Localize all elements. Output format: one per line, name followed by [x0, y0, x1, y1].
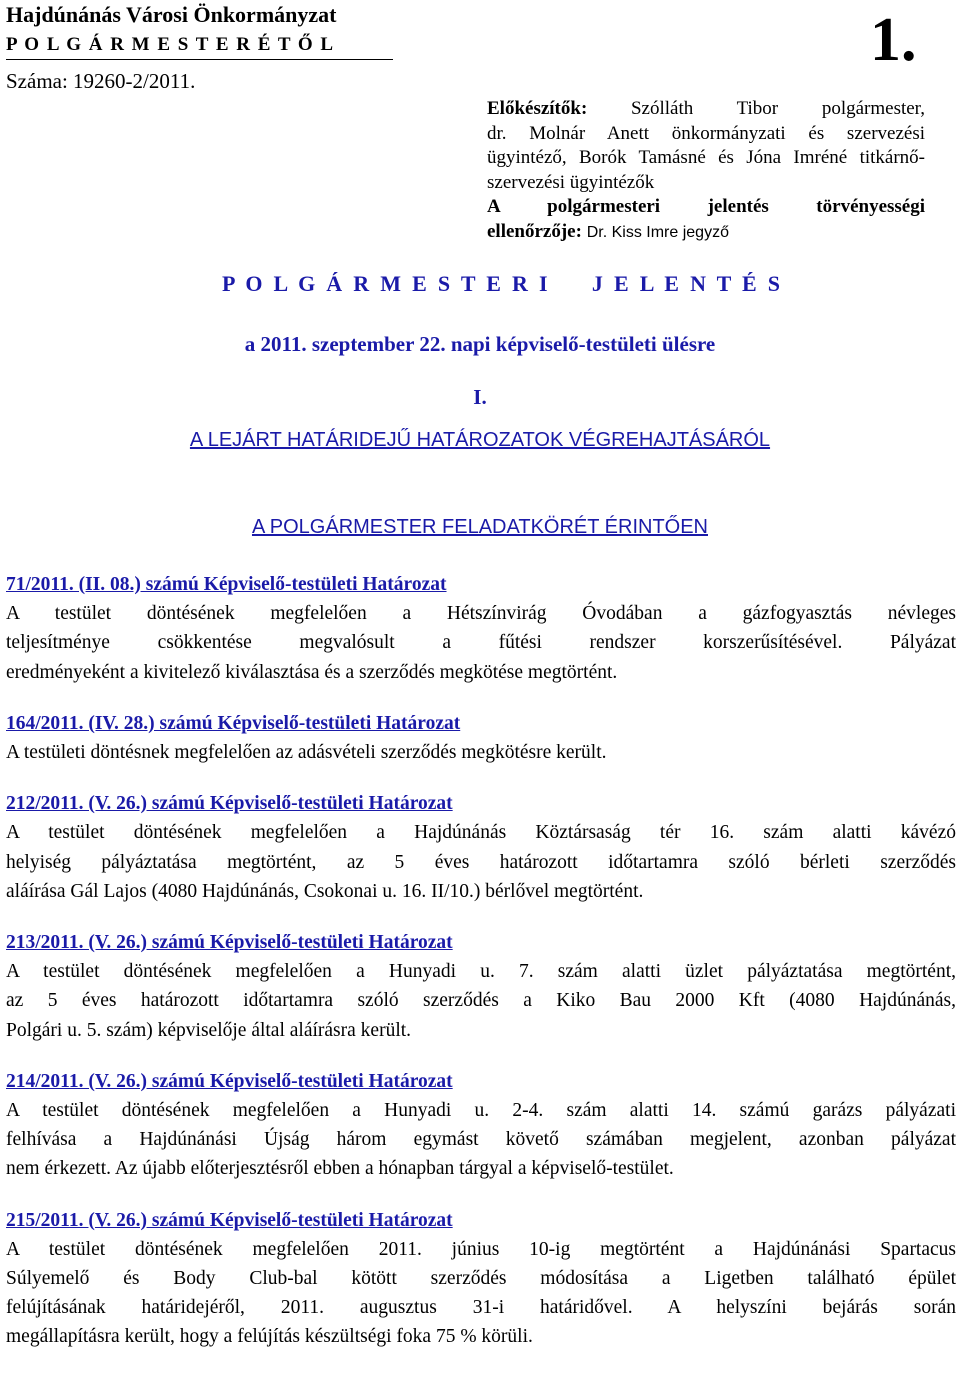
resolution-body: [6, 818, 956, 906]
resolution-line: A testület döntésének megfelelően a Hunyadi u. 2-4. szám alatti 14. számú garázs pályázati: [6, 1100, 956, 1122]
resolution-heading: 215/2011. (V. 26.) számú Képviselő-testületi Határozat: [6, 1209, 453, 1231]
subsection-title: A POLGÁRMESTER FELADATKÖRÉT ÉRINTŐEN: [251, 516, 708, 538]
resolution-entry: [6, 709, 956, 767]
resolution-body: [6, 599, 956, 687]
legality-label-2: ellenőrzője:: [487, 220, 582, 242]
resolution-line: A testület döntésének megfelelően a Hétszínvirág Óvodában a gázfogyasztás névleges: [6, 603, 956, 625]
resolution-body: [6, 1235, 956, 1352]
resolution-entry: [6, 570, 956, 687]
resolution-entry: [6, 1067, 956, 1184]
section-title: A LEJÁRT HATÁRIDEJŰ HATÁROZATOK VÉGREHAJTÁSÁRÓL: [189, 429, 771, 451]
resolution-line: A testület döntésének megfelelően a Hunyadi u. 7. szám alatti üzlet pályáztatása megtörtént,: [6, 961, 956, 983]
legality-value: Dr. Kiss Imre jegyző: [586, 223, 729, 241]
preparers-line-3: ügyintéző, Borók Tamásné és Jóna Imréné titkárnő-: [487, 147, 925, 168]
reference-number: Száma: 19260-2/2011.: [6, 69, 196, 93]
resolution-line: helyiség pályáztatása megtörtént, az 5 éves határozott időtartamra szóló bérleti szerződés: [6, 851, 956, 873]
preparers-label: Előkészítők:: [487, 98, 588, 119]
agenda-number: 1.: [870, 6, 917, 74]
resolution-body: [6, 957, 956, 1045]
resolution-line: felhívása a Hajdúnánási Újság három egymást követő számában megjelent, azonban pályázat: [6, 1129, 956, 1151]
resolution-body: [6, 1096, 956, 1184]
resolution-line: Polgári u. 5. szám) képviselője által aláírásra került.: [6, 1019, 412, 1041]
resolution-heading: 214/2011. (V. 26.) számú Képviselő-testületi Határozat: [6, 1070, 453, 1092]
resolution-entry: [6, 1206, 956, 1352]
resolution-line: A testület döntésének megfelelően 2011. június 10-ig megtörtént a Hajdúnánási Spartacus: [6, 1238, 956, 1260]
resolution-line: eredményeként a kivitelező kiválasztása és a szerződés megkötése megtörtént.: [6, 661, 618, 683]
resolution-entry: [6, 789, 956, 906]
resolution-line: A testület döntésének megfelelően a Hajdúnánás Köztársaság tér 16. szám alatti kávézó: [6, 822, 956, 844]
report-title: P O L G Á R M E S T E R I J E L E N T É S: [222, 271, 783, 296]
preparers-line-4: szervezési ügyintézők: [487, 171, 655, 193]
preparers-block: [487, 97, 925, 245]
legality-label-line: [487, 195, 925, 220]
resolution-heading: 212/2011. (V. 26.) számú Képviselő-testületi Határozat: [6, 793, 453, 815]
resolution-line: A testületi döntésnek megfelelően az adásvételi szerződés megkötésre került.: [6, 742, 607, 764]
resolution-entry: [6, 928, 956, 1045]
preparers-line-1: [487, 97, 925, 122]
preparers-text: Szólláth Tibor polgármester,: [630, 98, 925, 119]
resolution-line: aláírása Gál Lajos (4080 Hajdúnánás, Csokonai u. 16. II/10.) bérlővel megtörtént.: [6, 880, 644, 902]
resolution-heading: 213/2011. (V. 26.) számú Képviselő-testületi Határozat: [6, 932, 453, 954]
resolution-line: teljesítménye csökkentése megvalósult a fűtési rendszer korszerűsítésével. Pályázat: [6, 632, 956, 654]
meeting-line: a 2011. szeptember 22. napi képviselő-testületi ülésre: [244, 332, 716, 356]
resolution-line: nem érkezett. Az újabb előterjesztésről ebben a hónapban tárgyal a képviselő-testület.: [6, 1158, 674, 1180]
resolution-list: [6, 570, 956, 1352]
resolution-line: Súlyemelő és Body Club-bal kötött szerződés módosítása a Ligetben található épület: [6, 1268, 956, 1290]
resolution-heading: 71/2011. (II. 08.) számú Képviselő-testületi Határozat: [6, 574, 447, 595]
legality-label: A polgármesteri jelentés törvényességi: [487, 196, 925, 217]
resolution-body: [6, 738, 956, 767]
organization-name: Hajdúnánás Városi Önkormányzat: [6, 2, 337, 27]
legality-value-line: [487, 220, 925, 246]
resolution-line: megállapításra került, hogy a felújítás készültségi foka 75 % körüli.: [6, 1326, 533, 1348]
resolution-line: az 5 éves határozott időtartamra szóló szerződés a Kiko Bau 2000 Kft (4080 Hajdúnánás,: [6, 990, 956, 1012]
preparers-line-2: dr. Molnár Anett önkormányzati és szervezési: [487, 122, 925, 144]
section-roman-numeral: I.: [473, 385, 487, 409]
office-name: P O L G Á R M E S T E R É T Ő L: [6, 33, 393, 60]
resolution-heading: 164/2011. (IV. 28.) számú Képviselő-testületi Határozat: [6, 712, 461, 734]
resolution-line: felújításának határidejéről, 2011. augusztus 31-i határidővel. A helyszíni bejárás során: [6, 1297, 956, 1319]
